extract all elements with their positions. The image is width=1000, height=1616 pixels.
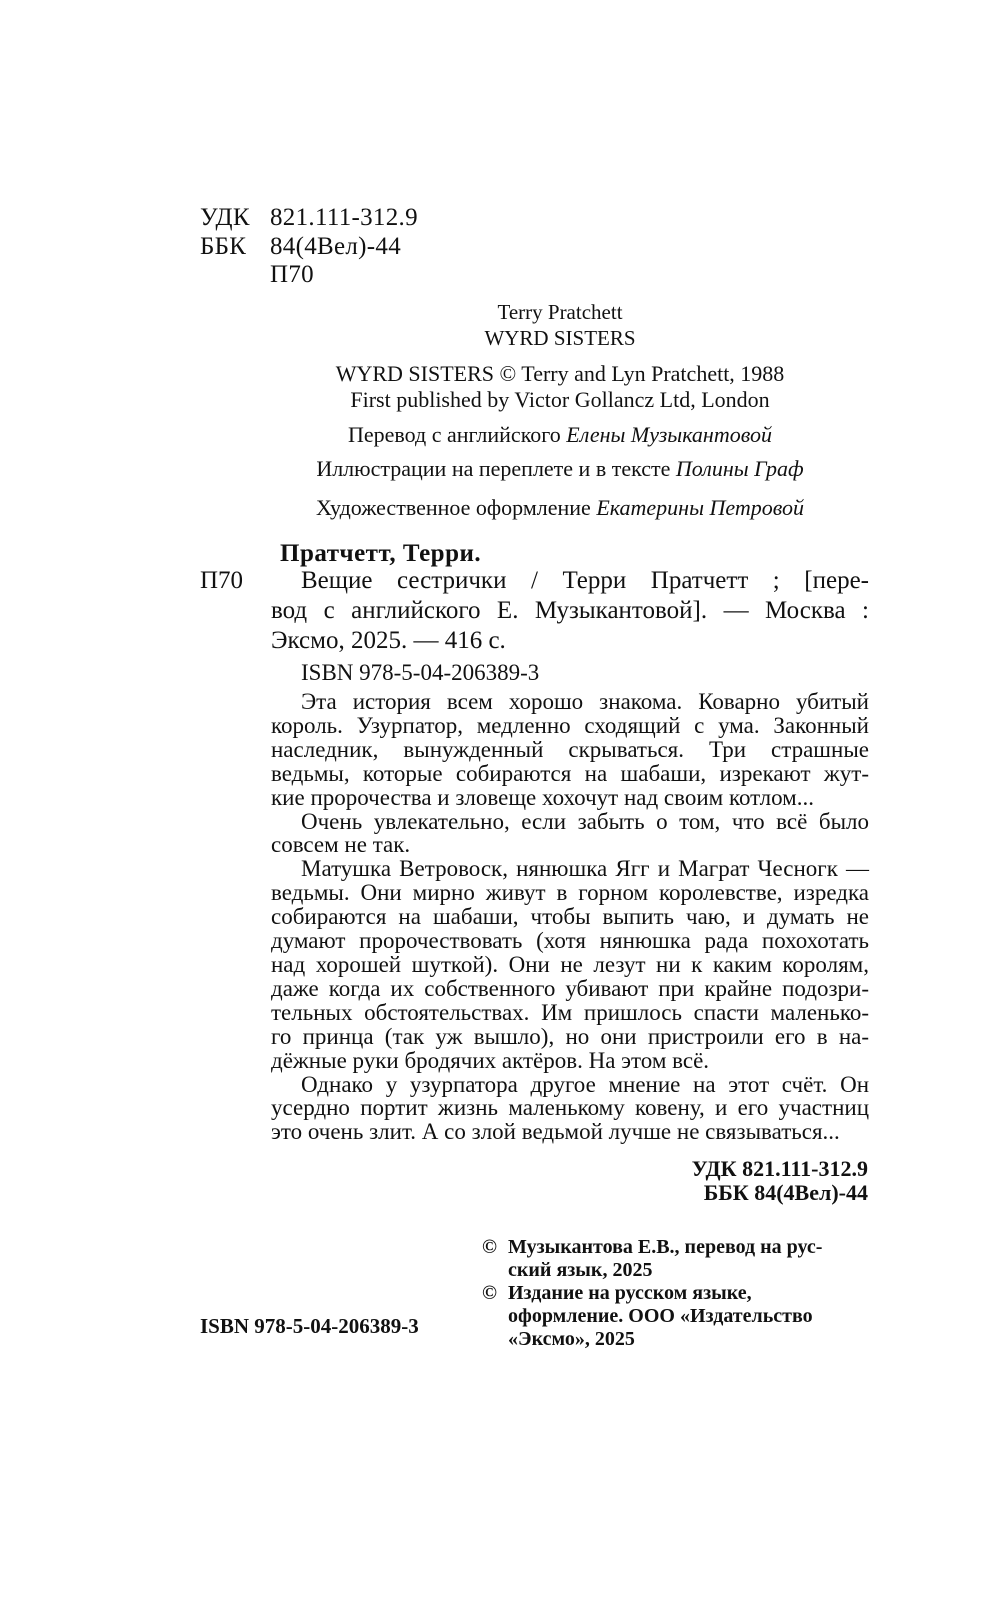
annotation-line: над хорошей шуткой). Они не лезут ни к каким королям, — [271, 951, 869, 977]
first-published: First published by Victor Gollancz Ltd, London — [350, 387, 770, 412]
udk-code: УДК 821.111-312.9 — [691, 1156, 868, 1181]
annotation-line: Матушка Ветровоск, нянюшка Ягг и Маграт Чесногк — — [301, 856, 869, 882]
translation-copyright — [482, 1236, 872, 1282]
annotation-line: Эта история всем хорошо знакома. Коварно убитый — [301, 689, 869, 714]
translator-name: Елены Музыкантовой — [566, 422, 772, 447]
author-mark: П70 — [270, 261, 314, 288]
original-author: Terry Pratchett — [497, 300, 623, 324]
entry-line: Вещие сестрички / Терри Пратчетт ; [пере- — [301, 567, 869, 594]
illustration-credit — [200, 455, 920, 483]
bottom-codes — [640, 1157, 868, 1205]
design-credit — [200, 494, 920, 522]
udk-row — [200, 203, 418, 233]
copyright-block — [482, 1236, 872, 1351]
entry-isbn: ISBN 978-5-04-206389-3 — [301, 660, 540, 685]
annotation-line: наследник, вынужденный скрываться. Три страшные — [271, 736, 869, 762]
entry-line: Эксмо, 2025. — 416 с. — [271, 627, 506, 654]
annotation-line: король. Узурпатор, медленно сходящий с ума. Законный — [271, 712, 869, 738]
translation-prefix: Перевод с английского — [347, 422, 567, 447]
entry-heading: Пратчетт, Терри. — [280, 540, 482, 567]
annotation-line: дёжные руки бродячих актёров. На этом всё. — [271, 1047, 710, 1073]
annotation-line: думают пророчествовать (хотя нянюшка рада похохотать — [271, 928, 869, 954]
translation-copyright-text: Музыкантова Е.В., перевод на рус- ский язык, 2025 — [508, 1236, 823, 1281]
udk-label: УДК — [200, 204, 250, 231]
annotation-line: Очень увлекательно, если забыть о том, что всё было — [301, 808, 869, 834]
annotation-line: усердно портит жизнь маленькому ковену, и его участниц — [271, 1095, 869, 1121]
bbk-value: 84(4Вел)-44 — [270, 233, 402, 260]
annotation-line: ведьмы, которые собираются на шабаши, изрекают жут- — [271, 760, 869, 786]
annotation-line: это очень злит. А со злой ведьмой лучше не связываться... — [271, 1119, 840, 1145]
annotation-line: совсем не так. — [271, 832, 411, 858]
entry-description — [271, 566, 869, 656]
bbk-label: ББК — [200, 233, 247, 260]
entry-cipher: П70 — [200, 567, 244, 594]
entry-line: вод с английского Е. Музыкантовой]. — Москва : — [271, 597, 869, 624]
original-title: WYRD SISTERS — [484, 326, 636, 350]
design-prefix: Художественное оформление — [316, 495, 597, 520]
annotation-line: го принца (так уж вышло), но они пристроили его в на- — [271, 1023, 869, 1049]
original-copyright: WYRD SISTERS © Terry and Lyn Pratchett, 1988 — [335, 361, 785, 386]
edition-copyright — [482, 1282, 872, 1351]
translation-credit — [200, 421, 920, 449]
udk-value: 821.111-312.9 — [270, 204, 418, 231]
illustrator-name: Полины Граф — [675, 456, 804, 481]
annotation-line: кие пророчества и зловеще хохочут над своим котлом... — [271, 784, 814, 810]
annotation — [271, 690, 869, 1144]
annotation-line: тельных обстоятельствах. Им пришлось спасти маленько- — [271, 999, 869, 1025]
designer-name: Екатерины Петровой — [596, 495, 804, 520]
annotation-line: собираются на шабаши, чтобы выпить чаю, и думать не — [271, 904, 869, 930]
copyright-symbol: © — [482, 1236, 497, 1258]
bbk-code: ББК 84(4Вел)-44 — [703, 1180, 868, 1205]
isbn-bottom: ISBN 978-5-04-206389-3 — [200, 1314, 419, 1338]
bbk-row — [200, 232, 401, 262]
annotation-line: даже когда их собственного убивают при крайне подозри- — [271, 975, 869, 1001]
edition-copyright-text: Издание на русском языке, оформление. ООО «Издательство «Эксмо», 2025 — [508, 1282, 813, 1350]
annotation-line: Однако у узурпатора другое мнение на этот счёт. Он — [301, 1071, 869, 1097]
illustration-prefix: Иллюстрации на переплете и в тексте — [316, 456, 676, 481]
annotation-line: ведьмы. Они мирно живут в горном королевстве, изредка — [271, 880, 869, 906]
author-mark-row — [200, 260, 314, 290]
copyright-symbol: © — [482, 1282, 497, 1304]
